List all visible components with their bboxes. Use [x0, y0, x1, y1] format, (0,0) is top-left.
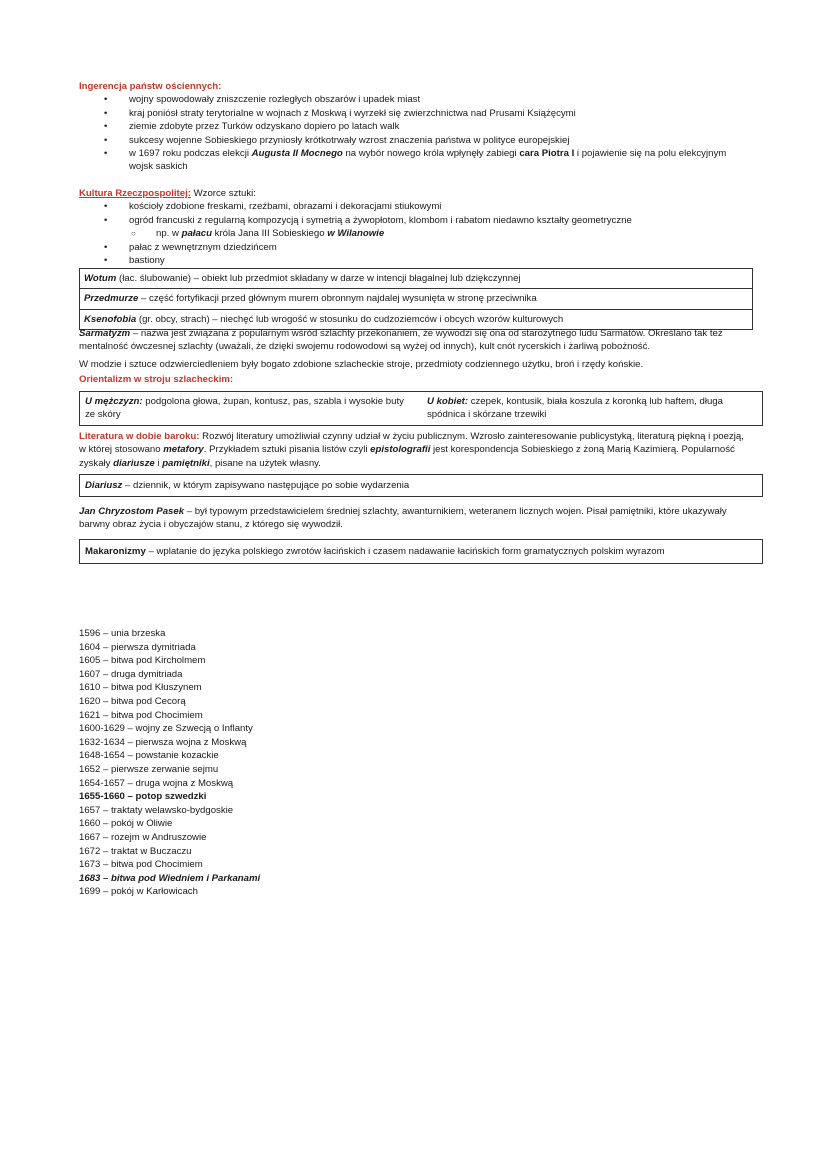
sub-list-item: ○ np. w pałacu króla Jana III Sobieskiego w Wilanowie	[79, 227, 751, 240]
list-item: • kraj poniósł straty terytorialne w wojnach z Moskwą i wyrzekł się zwierzchnictwa nad Prusami Książęcymi	[79, 107, 751, 120]
list-kultura	[79, 200, 751, 267]
section-ingerencja	[79, 80, 751, 174]
definitions-box	[79, 268, 753, 330]
timeline-item: 1607 – druga dymitriada	[79, 668, 183, 680]
timeline-item: 1648-1654 – powstanie kozackie	[79, 750, 219, 762]
timeline-item: 1667 – rozejm w Andruszowie	[79, 831, 207, 843]
section-sarmatyzm	[79, 327, 751, 387]
timeline-item: 1605 – bitwa pod Kircholmem	[79, 655, 206, 667]
heading-kultura: Kultura Rzeczpospolitej: Wzorce sztuki:	[79, 188, 256, 199]
section-pasek	[79, 505, 751, 532]
list-item: • kościoły zdobione freskami, rzeźbami, obrazami i dekoracjami stiukowymi	[79, 200, 751, 213]
timeline-item: 1621 – bitwa pod Chocimiem	[79, 709, 203, 721]
list-ingerencja	[79, 93, 751, 173]
orientalizm-box	[79, 391, 763, 426]
timeline-item: 1672 – traktat w Buczaczu	[79, 845, 192, 857]
sarmatyzm-paragraph: Sarmatyzm – nazwa jest związana z popularnym wśród szlachty przekonaniem, że wywodzi się ona od starożytnego ludu Sarmatów. Określano tak też mentalność ówczesnej szlachty (uważali, że dzięki swojemu rodowodowi są wyżej od innych), kult cnót rycerskich i żarliwą pobożność.	[79, 328, 723, 353]
timeline-item: 1660 – pokój w Oliwie	[79, 818, 173, 830]
moda-paragraph: W modzie i sztuce odzwierciedleniem były bogato zdobione szlacheckie stroje, przedmioty codziennego użytku, broń i rzędy końskie.	[79, 358, 644, 370]
section-kultura	[79, 187, 751, 267]
heading-orientalizm: Orientalizm w stroju szlacheckim:	[79, 374, 234, 386]
timeline-item: 1699 – pokój w Karłowicach	[79, 886, 198, 898]
list-item: • w 1697 roku podczas elekcji Augusta II Mocnego na wybór nowego króla wpłynęły zabiegi cara Piotra I i pojawienie się na polu elekcyjnym wojsk saskich	[79, 147, 751, 174]
timeline-item: 1673 – bitwa pod Chocimiem	[79, 859, 203, 871]
list-item: • ogród francuski z regularną kompozycją i symetrią a żywopłotom, klombom i rabatom niedawno kształty geometryczne	[79, 214, 751, 227]
definition-ksenofobia: Ksenofobia (gr. obcy, strach) – niechęć lub wrogość w stosunku do cudzoziemców i obcych wzorów kulturowych	[84, 313, 564, 325]
orientalizm-men: U mężczyzn: podgolona głowa, żupan, kontusz, pas, szabla i wysokie buty ze skóry	[85, 396, 404, 421]
heading-ingerencja: Ingerencja państw ościennych:	[79, 81, 222, 92]
list-item: • pałac z wewnętrznym dziedzińcem	[79, 241, 751, 254]
timeline-item: 1655-1660 – potop szwedzki	[79, 791, 207, 803]
diariusz-box: Diariusz – dziennik, w którym zapisywano następujące po sobie wydarzenia	[79, 474, 763, 497]
list-item: • sukcesy wojenne Sobieskiego przyniosły krótkotrwały wzrost znaczenia państwa w polityce europejskiej	[79, 134, 751, 147]
pasek-paragraph: Jan Chryzostom Pasek – był typowym przedstawicielem średniej szlachty, awanturnikiem, weteranem licznych wojen. Pisał pamiętniki, które ukazywały barwny obraz życia i obyczajów stanu, z którego się wywodził.	[79, 506, 727, 531]
makaronizmy-box: Makaronizmy – wplatanie do języka polskiego zwrotów łacińskich i czasem nadawanie łacińskich form gramatycznych polskim wyrazom	[79, 539, 763, 564]
orientalizm-women: U kobiet: czepek, kontusik, biała koszula z koronką lub haftem, długa spódnica i skórzane trzewiki	[427, 396, 723, 421]
definition-wotum: Wotum (łac. ślubowanie) – obiekt lub przedmiot składany w darze w intencji błagalnej lub dziękczynnej	[80, 269, 752, 289]
timeline-item: 1652 – pierwsze zerwanie sejmu	[79, 763, 219, 775]
timeline-item: 1632-1634 – pierwsza wojna z Moskwą	[79, 736, 247, 748]
literatura-paragraph: Literatura w dobie baroku: Rozwój literatury umożliwiał czynny udział w życiu publicznym. Wzrosło zainteresowanie publicystyką, literaturą piękną i poezją, w której stosowano metafory. Przykładem sztuki pisania listów czyli epistolografii jest korespondencja Sobieskiego z żoną Marią Kazimierą. Popularność zyskały diariusze i pamiętniki, pisane na użytek własny.	[79, 431, 744, 469]
timeline-item: 1600-1629 – wojny ze Szwecją o Inflanty	[79, 723, 253, 735]
section-literatura	[79, 430, 751, 470]
list-item: • ziemie zdobyte przez Turków odzyskano dopiero po latach walk	[79, 120, 751, 133]
definition-przedmurze: Przedmurze – część fortyfikacji przed głównym murem obronnym najdalej wysunięta w stronę przeciwnika	[80, 289, 752, 309]
timeline-item: 1654-1657 – druga wojna z Moskwą	[79, 777, 234, 789]
timeline-item: 1610 – bitwa pod Kłuszynem	[79, 682, 202, 694]
timeline-item: 1604 – pierwsza dymitriada	[79, 641, 196, 653]
timeline-item: 1620 – bitwa pod Cecorą	[79, 695, 186, 707]
timeline-item: 1683 – bitwa pod Wiedniem i Parkanami	[79, 872, 261, 884]
timeline-list	[79, 627, 751, 899]
timeline-item: 1596 – unia brzeska	[79, 628, 166, 639]
list-item: • bastiony	[79, 254, 751, 267]
list-item: • wojny spowodowały zniszczenie rozległych obszarów i upadek miast	[79, 93, 751, 106]
timeline-item: 1657 – traktaty welawsko-bydgoskie	[79, 804, 234, 816]
